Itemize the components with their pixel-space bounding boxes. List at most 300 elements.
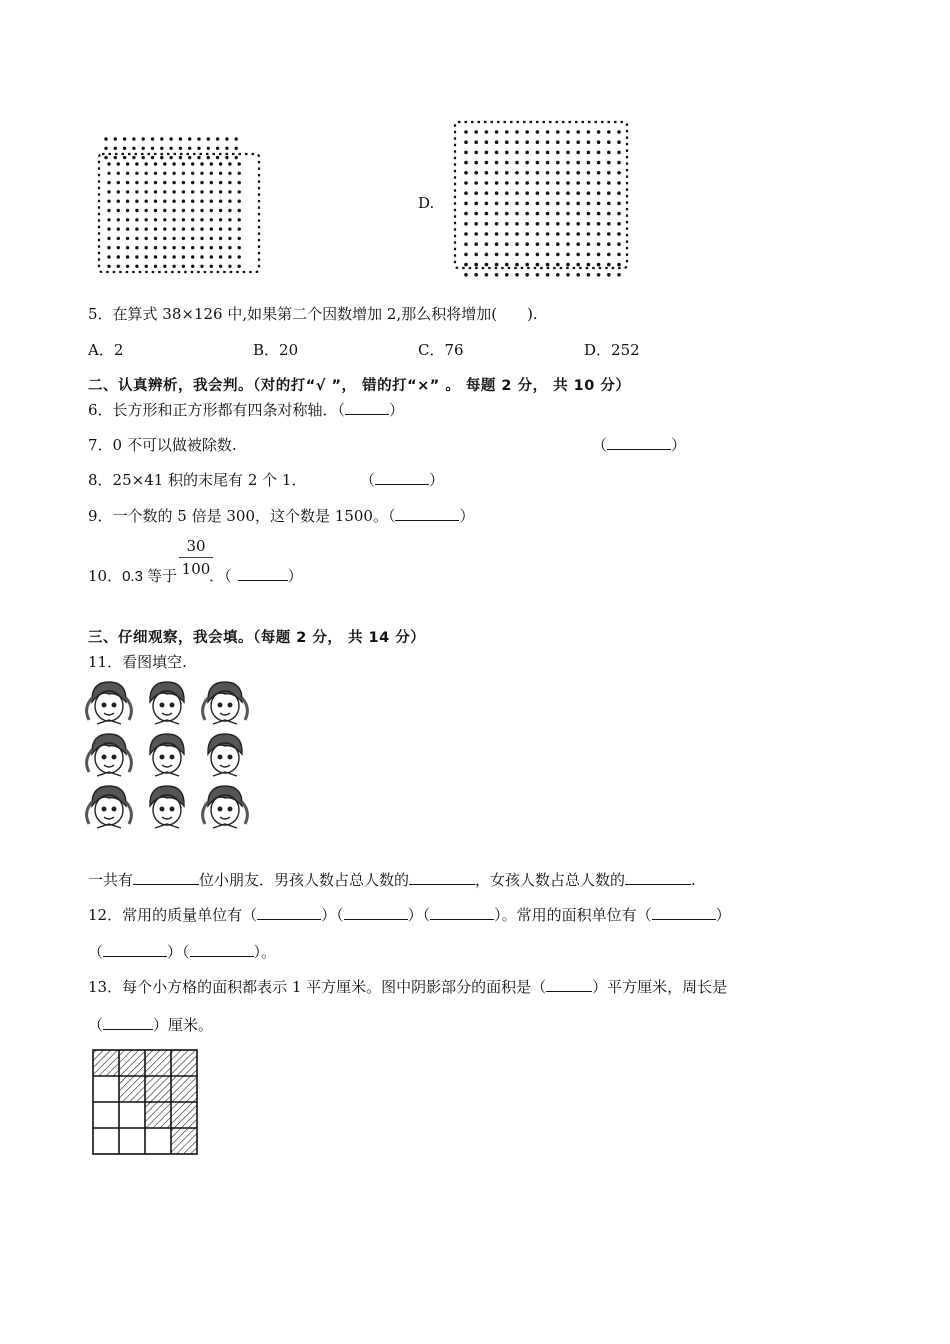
dot: [235, 147, 238, 150]
dot: [135, 209, 138, 212]
shaded-cell: [171, 1076, 197, 1102]
q13-text-b: ）平方厘米，周长是: [592, 978, 728, 996]
dot: [587, 171, 591, 175]
q13-l2-a: （: [88, 1016, 104, 1034]
dot: [117, 200, 120, 203]
dot: [200, 172, 203, 175]
dot: [104, 156, 107, 159]
dot: [207, 137, 210, 140]
question-13-line-2: [88, 1014, 213, 1035]
dot: [238, 246, 241, 249]
dot: [135, 246, 138, 249]
dot: [556, 191, 560, 195]
dot: [525, 242, 529, 246]
dot: [505, 232, 509, 236]
dot: [117, 209, 120, 212]
dot: [114, 137, 117, 140]
dot: [210, 218, 213, 221]
option-d-label: D.: [418, 194, 435, 212]
dot: [546, 273, 550, 277]
dot: [576, 263, 580, 267]
dot: [464, 253, 468, 257]
dot: [566, 263, 570, 267]
dot: [515, 273, 519, 277]
dot: [515, 181, 519, 185]
dot: [132, 147, 135, 150]
dot: [505, 273, 509, 277]
dot: [197, 147, 200, 150]
dot: [117, 255, 120, 258]
dot: [536, 212, 540, 216]
dot: [135, 255, 138, 258]
dot: [495, 253, 499, 257]
dot: [238, 190, 241, 193]
dot: [495, 181, 499, 185]
dot: [154, 246, 157, 249]
q6-close: ）: [389, 401, 405, 419]
dot: [182, 209, 185, 212]
dot: [597, 212, 601, 216]
dot: [525, 202, 529, 206]
dot: [536, 232, 540, 236]
dot: [495, 151, 499, 155]
dot: [576, 181, 580, 185]
dot: [154, 181, 157, 184]
shaded-cell: [119, 1050, 145, 1076]
dot: [597, 253, 601, 257]
q11-blank-boys[interactable]: [409, 870, 475, 885]
dot: [546, 181, 550, 185]
dot: [505, 191, 509, 195]
dot: [104, 147, 107, 150]
q10-mid: 0.3 等于: [122, 568, 178, 585]
dot: [464, 232, 468, 236]
dot: [566, 253, 570, 257]
dot: [126, 190, 129, 193]
dot: [485, 242, 489, 246]
dot: [225, 137, 228, 140]
q13-text-a: 13．每个小方格的面积都表示 1 平方厘米。图中阴影部分的面积是（: [88, 978, 547, 996]
shaded-cell: [145, 1050, 171, 1076]
q6-answer-blank[interactable]: [345, 400, 389, 415]
dot: [485, 130, 489, 134]
dot: [474, 140, 478, 144]
dot: [464, 161, 468, 165]
dot: [464, 202, 468, 206]
q13-blank-area[interactable]: [546, 977, 592, 992]
dot: [235, 137, 238, 140]
dot: [597, 242, 601, 246]
dot: [160, 156, 163, 159]
dot: [219, 265, 222, 268]
dot: [587, 202, 591, 206]
dot: [597, 232, 601, 236]
dot: [172, 190, 175, 193]
dot: [135, 218, 138, 221]
dot: [238, 255, 241, 258]
q11-fill-line: [88, 869, 696, 890]
dot: [495, 202, 499, 206]
dot: [495, 130, 499, 134]
dot: [182, 246, 185, 249]
dot: [114, 147, 117, 150]
q7-close: ）: [671, 436, 687, 454]
dot: [107, 218, 110, 221]
q5-option-a: A．2: [88, 341, 124, 359]
dot: [228, 172, 231, 175]
dot: [163, 246, 166, 249]
q11-blank-girls[interactable]: [625, 870, 691, 885]
dot: [536, 202, 540, 206]
dot: [145, 218, 148, 221]
dot: [235, 156, 238, 159]
dot: [135, 265, 138, 268]
q13-blank-perimeter[interactable]: [103, 1015, 153, 1030]
dot: [587, 263, 591, 267]
dot: [536, 140, 540, 144]
dot: [188, 156, 191, 159]
dot: [546, 202, 550, 206]
dot: [556, 140, 560, 144]
dot: [495, 161, 499, 165]
q12-blank-5[interactable]: [103, 942, 167, 957]
dot-figure-c: [95, 130, 265, 280]
dot: [142, 137, 145, 140]
dot: [556, 212, 560, 216]
dot: [126, 237, 129, 240]
dot: [546, 263, 550, 267]
dot: [556, 222, 560, 226]
dot: [238, 162, 241, 165]
dot: [617, 212, 621, 216]
dot: [126, 181, 129, 184]
dot: [145, 162, 148, 165]
dot: [546, 222, 550, 226]
dot: [117, 227, 120, 230]
dot: [169, 137, 172, 140]
q12-blank-6[interactable]: [190, 942, 254, 957]
dot: [135, 181, 138, 184]
dot: [546, 151, 550, 155]
dot: [207, 156, 210, 159]
dot: [117, 162, 120, 165]
dot: [154, 237, 157, 240]
q12-blank-2[interactable]: [344, 905, 408, 920]
dot: [525, 140, 529, 144]
dot: [556, 151, 560, 155]
dot: [607, 130, 611, 134]
dot: [546, 232, 550, 236]
dot: [515, 171, 519, 175]
dot: [145, 200, 148, 203]
q7-answer-blank[interactable]: [607, 435, 671, 450]
dot: [566, 202, 570, 206]
dot: [172, 265, 175, 268]
dot: [597, 130, 601, 134]
dot: [515, 242, 519, 246]
q8-close: ）: [429, 471, 445, 489]
dot: [200, 200, 203, 203]
dot: [210, 227, 213, 230]
dot: [536, 151, 540, 155]
dot: [525, 273, 529, 277]
dot: [228, 227, 231, 230]
dot: [219, 237, 222, 240]
dot: [219, 162, 222, 165]
dot: [216, 147, 219, 150]
dot: [566, 242, 570, 246]
dot: [191, 172, 194, 175]
dot: [238, 200, 241, 203]
dot: [145, 265, 148, 268]
dot: [597, 171, 601, 175]
dot: [546, 253, 550, 257]
dot: [210, 181, 213, 184]
dot: [117, 190, 120, 193]
dot: [464, 130, 468, 134]
dot: [107, 209, 110, 212]
dot: [515, 232, 519, 236]
dot: [576, 222, 580, 226]
dot: [154, 172, 157, 175]
q12-blank-3[interactable]: [430, 905, 494, 920]
dot: [191, 181, 194, 184]
q12-blank-4[interactable]: [652, 905, 716, 920]
dot: [191, 162, 194, 165]
dot: [188, 147, 191, 150]
dot: [117, 265, 120, 268]
dot: [126, 227, 129, 230]
dot: [107, 190, 110, 193]
dot: [228, 265, 231, 268]
q12-blank-1[interactable]: [257, 905, 321, 920]
dot: [566, 212, 570, 216]
dot: [617, 191, 621, 195]
q11-blank-total[interactable]: [133, 870, 199, 885]
dot: [474, 161, 478, 165]
dot: [536, 130, 540, 134]
dot: [474, 202, 478, 206]
dot: [228, 162, 231, 165]
dot: [546, 130, 550, 134]
dot: [172, 218, 175, 221]
dot: [169, 147, 172, 150]
dot: [607, 242, 611, 246]
dot: [145, 209, 148, 212]
dot: [126, 218, 129, 221]
dot: [191, 255, 194, 258]
dot: [210, 255, 213, 258]
dot: [587, 130, 591, 134]
dot: [495, 232, 499, 236]
dot: [607, 140, 611, 144]
dot: [474, 242, 478, 246]
dot: [197, 137, 200, 140]
dot: [191, 265, 194, 268]
dot: [228, 237, 231, 240]
dot: [172, 181, 175, 184]
dot: [182, 181, 185, 184]
question-9: [88, 505, 474, 526]
q9-answer-blank[interactable]: [395, 506, 459, 521]
dot: [160, 137, 163, 140]
question-5: 5．在算式 38×126 中,如果第二个因数增加 2,那么积将增加( ).: [88, 305, 538, 323]
dot: [474, 191, 478, 195]
dot: [597, 140, 601, 144]
shaded-cell: [93, 1050, 119, 1076]
dot: [154, 162, 157, 165]
dot: [597, 273, 601, 277]
dot: [200, 255, 203, 258]
dot: [485, 151, 489, 155]
dot: [145, 181, 148, 184]
dot: [607, 263, 611, 267]
dot: [207, 147, 210, 150]
dot: [132, 156, 135, 159]
dot: [179, 147, 182, 150]
dot: [485, 263, 489, 267]
dot: [182, 200, 185, 203]
question-12-line-2: [88, 941, 276, 962]
dot: [597, 202, 601, 206]
dot: [172, 172, 175, 175]
boy-face-icon: [150, 682, 184, 724]
dot: [474, 130, 478, 134]
dot: [617, 140, 621, 144]
q5-option-c: C．76: [418, 341, 464, 359]
dot: [464, 242, 468, 246]
q5-option-d: D．252: [584, 341, 640, 359]
dashed-border: [455, 122, 627, 268]
q10-answer-blank[interactable]: [238, 566, 288, 581]
dot: [505, 161, 509, 165]
dot: [536, 161, 540, 165]
dot: [515, 212, 519, 216]
dot: [228, 218, 231, 221]
dot: [200, 162, 203, 165]
dot: [556, 161, 560, 165]
dot: [219, 227, 222, 230]
dot: [495, 212, 499, 216]
dot: [114, 156, 117, 159]
dot: [238, 227, 241, 230]
boy-face-icon: [208, 734, 242, 776]
question-7: 7．0 不可以做被除数.: [88, 436, 237, 454]
dot: [154, 227, 157, 230]
dot: [225, 156, 228, 159]
question-8: 8．25×41 积的末尾有 2 个 1．: [88, 471, 307, 489]
dot: [132, 137, 135, 140]
dot: [485, 253, 489, 257]
dot: [228, 255, 231, 258]
dot: [225, 147, 228, 150]
dot: [607, 222, 611, 226]
dot: [154, 209, 157, 212]
dot: [485, 232, 489, 236]
dot: [556, 130, 560, 134]
dot: [607, 191, 611, 195]
dot: [145, 172, 148, 175]
dot: [556, 273, 560, 277]
dot: [191, 227, 194, 230]
dot: [576, 273, 580, 277]
girl-face-icon: [87, 734, 132, 776]
dot: [172, 227, 175, 230]
dot: [191, 209, 194, 212]
dot: [182, 172, 185, 175]
shaded-cell: [171, 1102, 197, 1128]
dot: [617, 253, 621, 257]
dot: [576, 253, 580, 257]
dot: [566, 140, 570, 144]
dot: [163, 200, 166, 203]
shaded-cell: [119, 1076, 145, 1102]
dot: [474, 232, 478, 236]
dot: [200, 265, 203, 268]
dot: [210, 200, 213, 203]
dot: [607, 151, 611, 155]
dot: [126, 265, 129, 268]
q10-prefix: 10．: [88, 567, 123, 585]
dot: [172, 246, 175, 249]
dot: [142, 156, 145, 159]
q7-answer: [592, 434, 686, 455]
q10-numerator: 30: [186, 537, 206, 555]
dot: [474, 263, 478, 267]
dot: [238, 265, 241, 268]
dot: [219, 190, 222, 193]
q11-text-b: 位小朋友．男孩人数占总人数的: [199, 871, 410, 889]
dot: [238, 181, 241, 184]
dot: [151, 137, 154, 140]
dot: [576, 130, 580, 134]
dot: [219, 181, 222, 184]
dot: [536, 222, 540, 226]
dot: [197, 156, 200, 159]
dot: [200, 246, 203, 249]
q12-text-c: ）。常用的面积单位有（: [494, 906, 652, 924]
dot: [200, 227, 203, 230]
dot: [210, 237, 213, 240]
dot: [145, 237, 148, 240]
dot: [607, 181, 611, 185]
dot: [617, 151, 621, 155]
q8-answer-blank[interactable]: [375, 470, 429, 485]
dot: [191, 237, 194, 240]
dot: [210, 190, 213, 193]
dot: [566, 222, 570, 226]
dot: [505, 222, 509, 226]
dot: [597, 151, 601, 155]
dot: [163, 265, 166, 268]
dot: [515, 222, 519, 226]
dot: [154, 255, 157, 258]
q11-text-a: 一共有: [88, 871, 134, 889]
dot: [536, 171, 540, 175]
dot: [210, 162, 213, 165]
dot: [200, 237, 203, 240]
section-3-heading: 三、仔细观察，我会填。（每题 2 分， 共 14 分）: [88, 630, 426, 646]
dot: [566, 191, 570, 195]
shaded-grid-figure: [91, 1048, 201, 1158]
dot: [525, 191, 529, 195]
dot: [587, 232, 591, 236]
dot: [576, 191, 580, 195]
dot: [179, 137, 182, 140]
dot: [210, 265, 213, 268]
q12-text-b1: ）（: [321, 906, 344, 924]
dot: [485, 171, 489, 175]
